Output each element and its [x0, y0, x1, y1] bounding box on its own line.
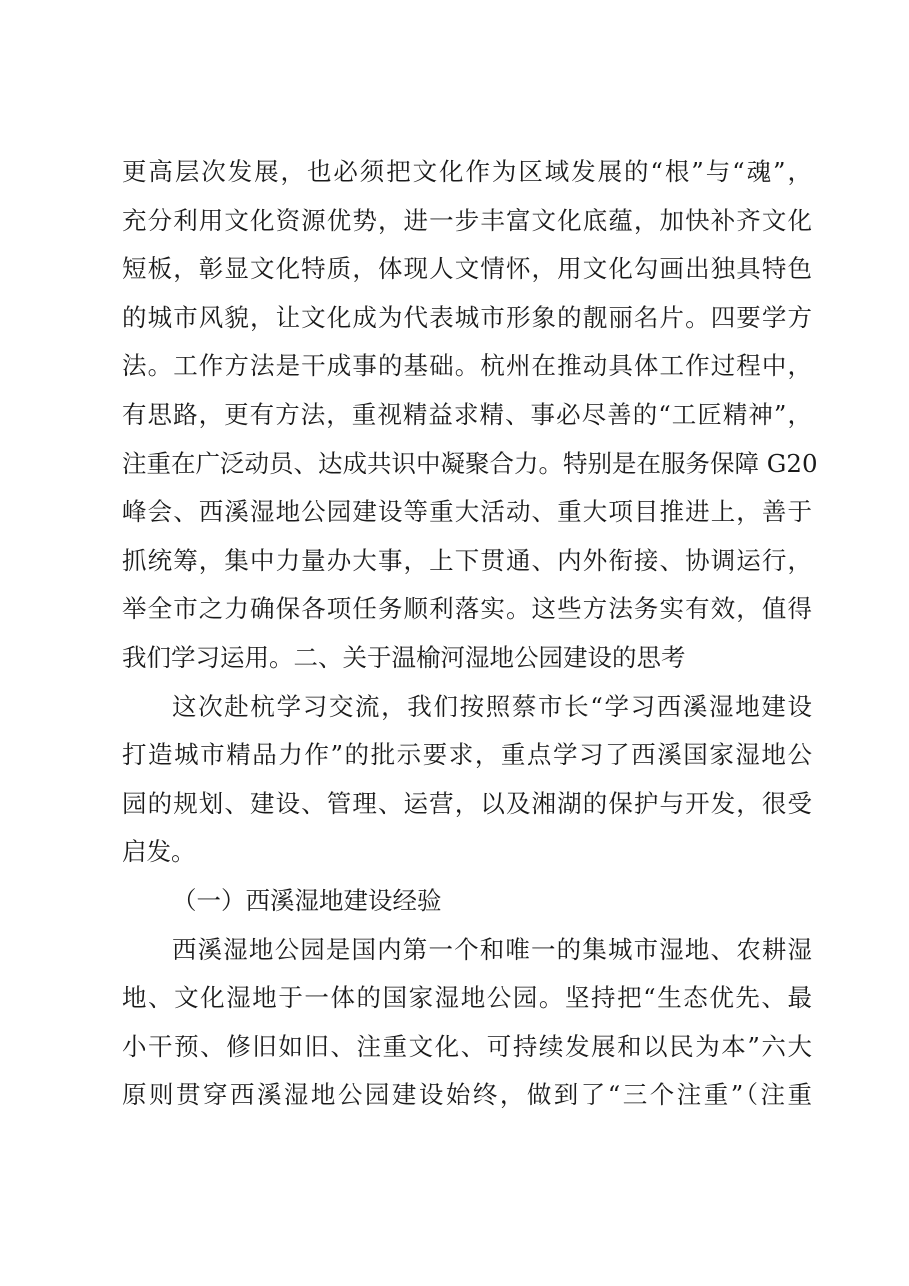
text-line: 有思路，更有方法，重视精益求精、事必尽善的“工匠精神”，	[122, 399, 812, 429]
text-line: 园的规划、建设、管理、运营，以及湘湖的保护与开发，很受	[122, 788, 812, 818]
text-line: 原则贯穿西溪湿地公园建设始终，做到了“三个注重”（注重	[122, 1080, 812, 1110]
text-line: 地、文化湿地于一体的国家湿地公园。坚持把“生态优先、最	[122, 983, 812, 1013]
text-line: 注重在广泛动员、达成共识中凝聚合力。特别是在服务保障 G20	[122, 448, 818, 478]
text-line: 短板，彰显文化特质，体现人文情怀，用文化勾画出独具特色	[122, 254, 812, 284]
text-line: 法。工作方法是干成事的基础。杭州在推动具体工作过程中，	[122, 351, 812, 381]
text-line: 西溪湿地公园是国内第一个和唯一的集城市湿地、农耕湿	[172, 934, 812, 964]
text-line: 更高层次发展，也必须把文化作为区域发展的“根”与“魂”，	[122, 157, 812, 186]
text-line: 的城市风貌，让文化成为代表城市形象的靓丽名片。四要学方	[122, 302, 812, 332]
text-line: 打造城市精品力作”的批示要求，重点学习了西溪国家湿地公	[122, 740, 812, 770]
text-line: 启发。	[122, 837, 196, 867]
text-line: 我们学习运用。二、关于温榆河湿地公园建设的思考	[122, 642, 686, 672]
body-text	[122, 148, 818, 1120]
text-line: 充分利用文化资源优势，进一步丰富文化底蕴，加快补齐文化	[122, 205, 812, 235]
text-line: 抓统筹，集中力量办大事，上下贯通、内外衔接、协调运行，	[122, 545, 812, 575]
text-line: 小干预、修旧如旧、注重文化、可持续发展和以民为本”六大	[122, 1031, 812, 1061]
text-line: 这次赴杭学习交流，我们按照蔡市长“学习西溪湿地建设	[172, 691, 812, 721]
text-line: 举全市之力确保各项任务顺利落实。这些方法务实有效，值得	[122, 594, 812, 624]
text-line: 峰会、西溪湿地公园建设等重大活动、重大项目推进上，善于	[122, 497, 812, 527]
text-line: （一）西溪湿地建设经验	[172, 885, 442, 915]
